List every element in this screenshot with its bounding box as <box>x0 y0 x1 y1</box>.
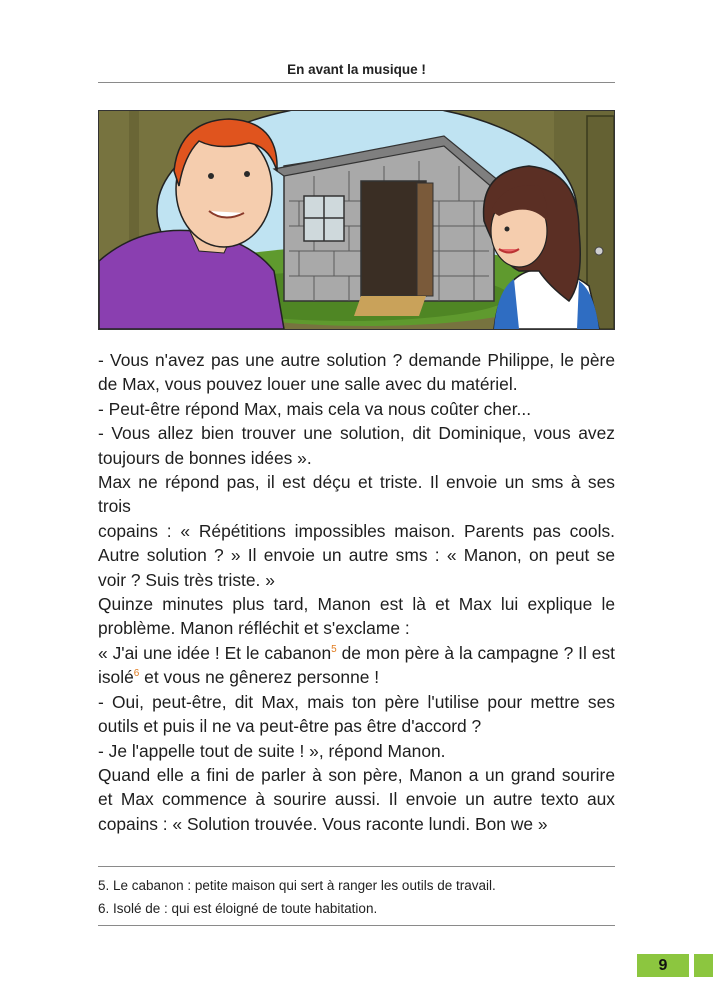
text-line: Quinze minutes plus tard, Manon est là et Max lui explique le <box>98 594 615 615</box>
text-line: Quand elle a fini de parler à son père, Manon a un grand sourire <box>98 764 615 785</box>
text-fragment: « J'ai une idée ! Et le cabanon <box>98 642 332 663</box>
story-illustration <box>98 110 615 330</box>
text-line-with-note <box>98 665 615 689</box>
page-number: 9 <box>637 954 689 977</box>
text-line: - Je l'appelle tout de suite ! », répond Manon. <box>98 740 446 761</box>
footnote-6: 6. Isolé de : qui est éloigné de toute habitation. <box>98 901 378 916</box>
text-line: outils et puis il ne va peut-être pas être d'accord ? <box>98 716 482 737</box>
text-fragment: isolé <box>98 667 134 688</box>
text-line: Autre solution ? » Il envoie un autre sms : « Manon, on peut se <box>98 545 615 566</box>
text-line: - Vous n'avez pas une autre solution ? demande Philippe, le père <box>98 350 615 370</box>
text-line: - Vous allez bien trouver une solution, dit Dominique, vous avez <box>98 423 615 444</box>
text-line-with-note <box>98 641 615 665</box>
text-fragment: de mon père à la campagne ? Il est <box>336 642 616 663</box>
header-rule <box>98 82 615 83</box>
footnote-rule-bottom <box>98 925 615 926</box>
text-line: et Max commence à sourire aussi. Il envoie un autre texto aux <box>98 789 615 810</box>
page-edge-tab <box>694 954 713 977</box>
story-text <box>98 348 615 836</box>
footnote-5: 5. Le cabanon : petite maison qui sert à ranger les outils de travail. <box>98 878 496 893</box>
text-fragment: et vous ne gênerez personne ! <box>139 667 380 688</box>
text-line: problème. Manon réfléchit et s'exclame : <box>98 618 410 639</box>
text-line: voir ? Suis très triste. » <box>98 569 275 590</box>
footnote-rule-top <box>98 866 615 867</box>
running-header: En avant la musique ! <box>287 62 426 77</box>
footnote-ref-6: 6 <box>133 668 140 680</box>
text-line: de Max, vous pouvez louer une salle avec du matériel. <box>98 374 518 395</box>
text-line: copains : « Répétitions impossibles maison. Parents pas cools. <box>98 520 615 541</box>
text-line: - Peut-être répond Max, mais cela va nous coûter cher... <box>98 398 532 419</box>
text-line: copains : « Solution trouvée. Vous raconte lundi. Bon we » <box>98 813 548 834</box>
text-line: toujours de bonnes idées ». <box>98 447 312 468</box>
text-line: Max ne répond pas, il est déçu et triste. Il envoie un sms à ses trois <box>98 472 615 517</box>
text-line: - Oui, peut-être, dit Max, mais ton père l'utilise pour mettre ses <box>98 691 615 712</box>
footnotes <box>98 874 615 920</box>
footnote-ref-5: 5 <box>331 644 337 656</box>
